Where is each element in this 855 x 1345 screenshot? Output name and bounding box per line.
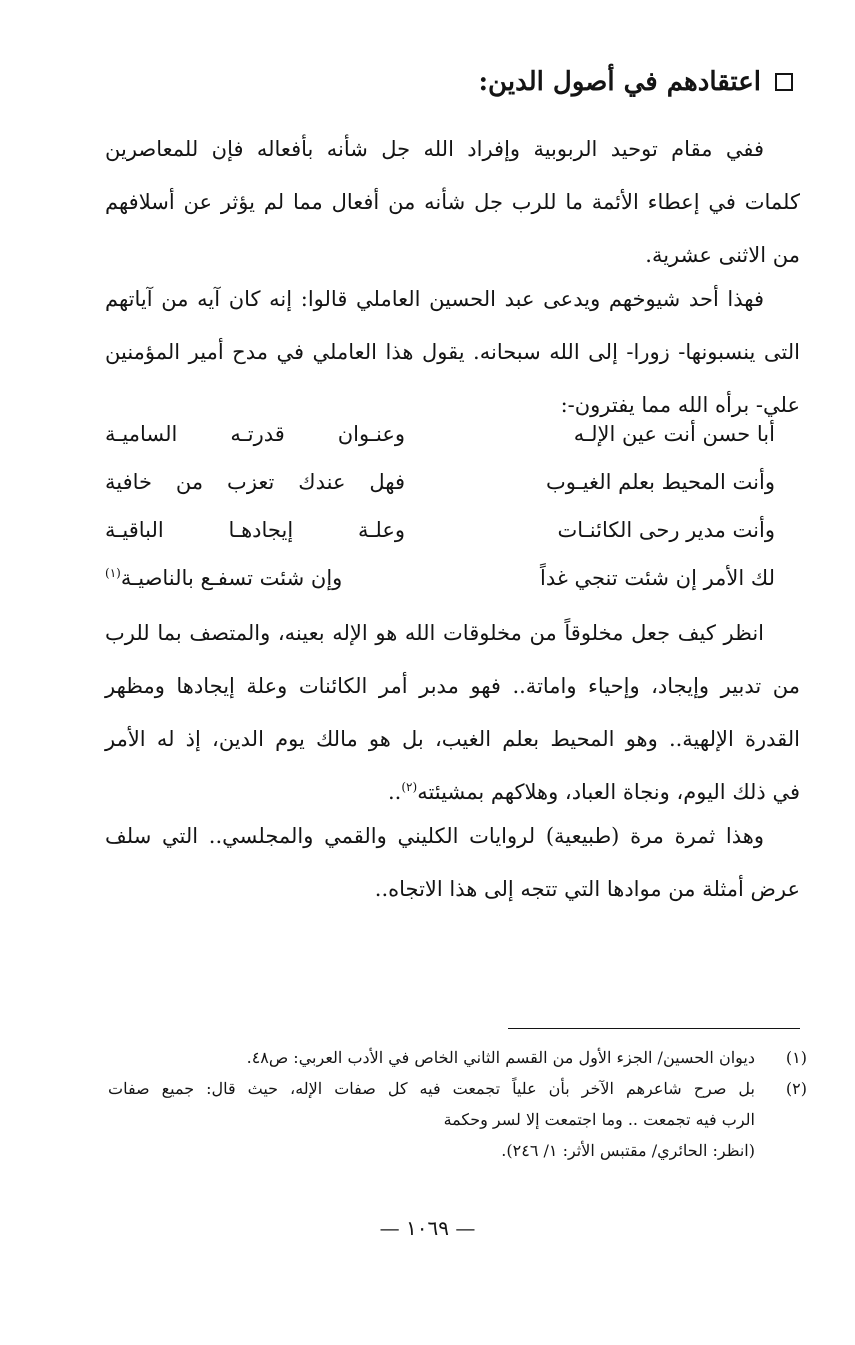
page-number: — ١٠٦٩ — [379,1216,476,1240]
poem-verse [105,458,775,506]
paragraph-line: فهذا أحد شيوخهم ويدعى عبد الحسين العاملي قالوا: إنه كان آيه من آياتهم [105,287,764,311]
paragraph-line: القدرة الإلهية.. وهو المحيط بعلم الغيب، بل هو مالك يوم الدين، إذ له الأمر [105,727,800,751]
verse-second-hemistich: فهل عندك تعزب من خافية [105,470,405,494]
footnote-marker: (١) [105,566,121,580]
poem [105,410,775,606]
paragraph-4 [105,810,800,916]
paragraph-2 [105,273,800,432]
section-heading [300,60,793,104]
paragraph-line-text: في ذلك اليوم، ونجاة العباد، وهلاكهم بمشيئته [417,780,800,804]
footnote-line: بل صرح شاعرهم الآخر بأن علياً تجمعت فيه كل صفات الإله، حيث قال: جميع صفات [108,1079,755,1098]
paragraph-line: كلمات في إعطاء الأئمة ما للرب جل شأنه من أفعال مما لم يؤثر عن أسلافهم [105,190,800,214]
footnote-line: (انظر: الحائري/ مقتبس الأثر: ١/ ٢٤٦). [501,1141,755,1160]
paragraph-line: التى ينسبونها- زورا- إلى الله سبحانه. يقول هذا العاملي في مدح أمير المؤمنين [105,340,800,364]
verse-second-hemistich: وعلـة إيجادهـا الباقيـة [105,518,405,542]
verse-first-hemistich: وأنت مدير رحى الكائنـات [557,518,775,542]
paragraph-line-tail: .. [388,780,402,804]
footnote-number: (١) [785,1048,807,1067]
section-heading-text: اعتقادهم في أصول الدين: [478,67,761,97]
footnote-marker: (٢) [401,780,418,794]
paragraph-line: من تدبير وإيجاد، وإحياء واماتة.. فهو مدبر أمر الكائنات وعلة إيجادها ومظهر [105,674,800,698]
empty-square-icon [775,73,793,91]
poem-verse [105,506,775,554]
footnote-2 [108,1073,807,1166]
footnote-1 [108,1042,807,1073]
paragraph-line: عرض أمثلة من موادها التي تتجه إلى هذا الاتجاه.. [374,877,800,901]
paragraph-line: من الاثنى عشرية. [645,243,800,267]
poem-verse [105,554,775,602]
footnotes [108,1042,807,1166]
footnote-line: ديوان الحسين/ الجزء الأول من القسم الثاني الخاص في الأدب العربي: ص٤٨. [246,1048,755,1067]
verse-second-hemistich [105,554,405,602]
footnote-number: (٢) [785,1079,807,1098]
paragraph-line: ففي مقام توحيد الربوبية وإفراد الله جل شأنه بأفعاله فإن للمعاصرين [105,137,764,161]
paragraph-1 [105,123,800,282]
paragraph-line: انظر كيف جعل مخلوقاً من مخلوقات الله هو الإله بعينه، والمتصف بما للرب [105,621,764,645]
verse-first-hemistich: وأنت المحيط بعلم الغيـوب [545,470,775,494]
verse-second-hemistich-text: وإن شئت تسفـع بالناصيـة [120,566,343,590]
paragraph-line: وهذا ثمرة مرة (طبيعية) لروايات الكليني والقمي والمجلسي.. التي سلف [105,824,764,848]
footnote-line: الرب فيه تجمعت .. وما اجتمعت إلا لسر وحكمة [443,1110,755,1129]
verse-first-hemistich: أبا حسن أنت عين الإلـه [573,422,775,446]
footnote-separator [508,1028,800,1029]
paragraph-line: علي- برأه الله مما يفترون-: [560,393,800,417]
poem-verse [105,410,775,458]
verse-second-hemistich: وعنـوان قدرتـه الساميـة [105,422,405,446]
verse-first-hemistich: لك الأمر إن شئت تنجي غداً [539,566,775,590]
paragraph-3 [105,607,800,819]
